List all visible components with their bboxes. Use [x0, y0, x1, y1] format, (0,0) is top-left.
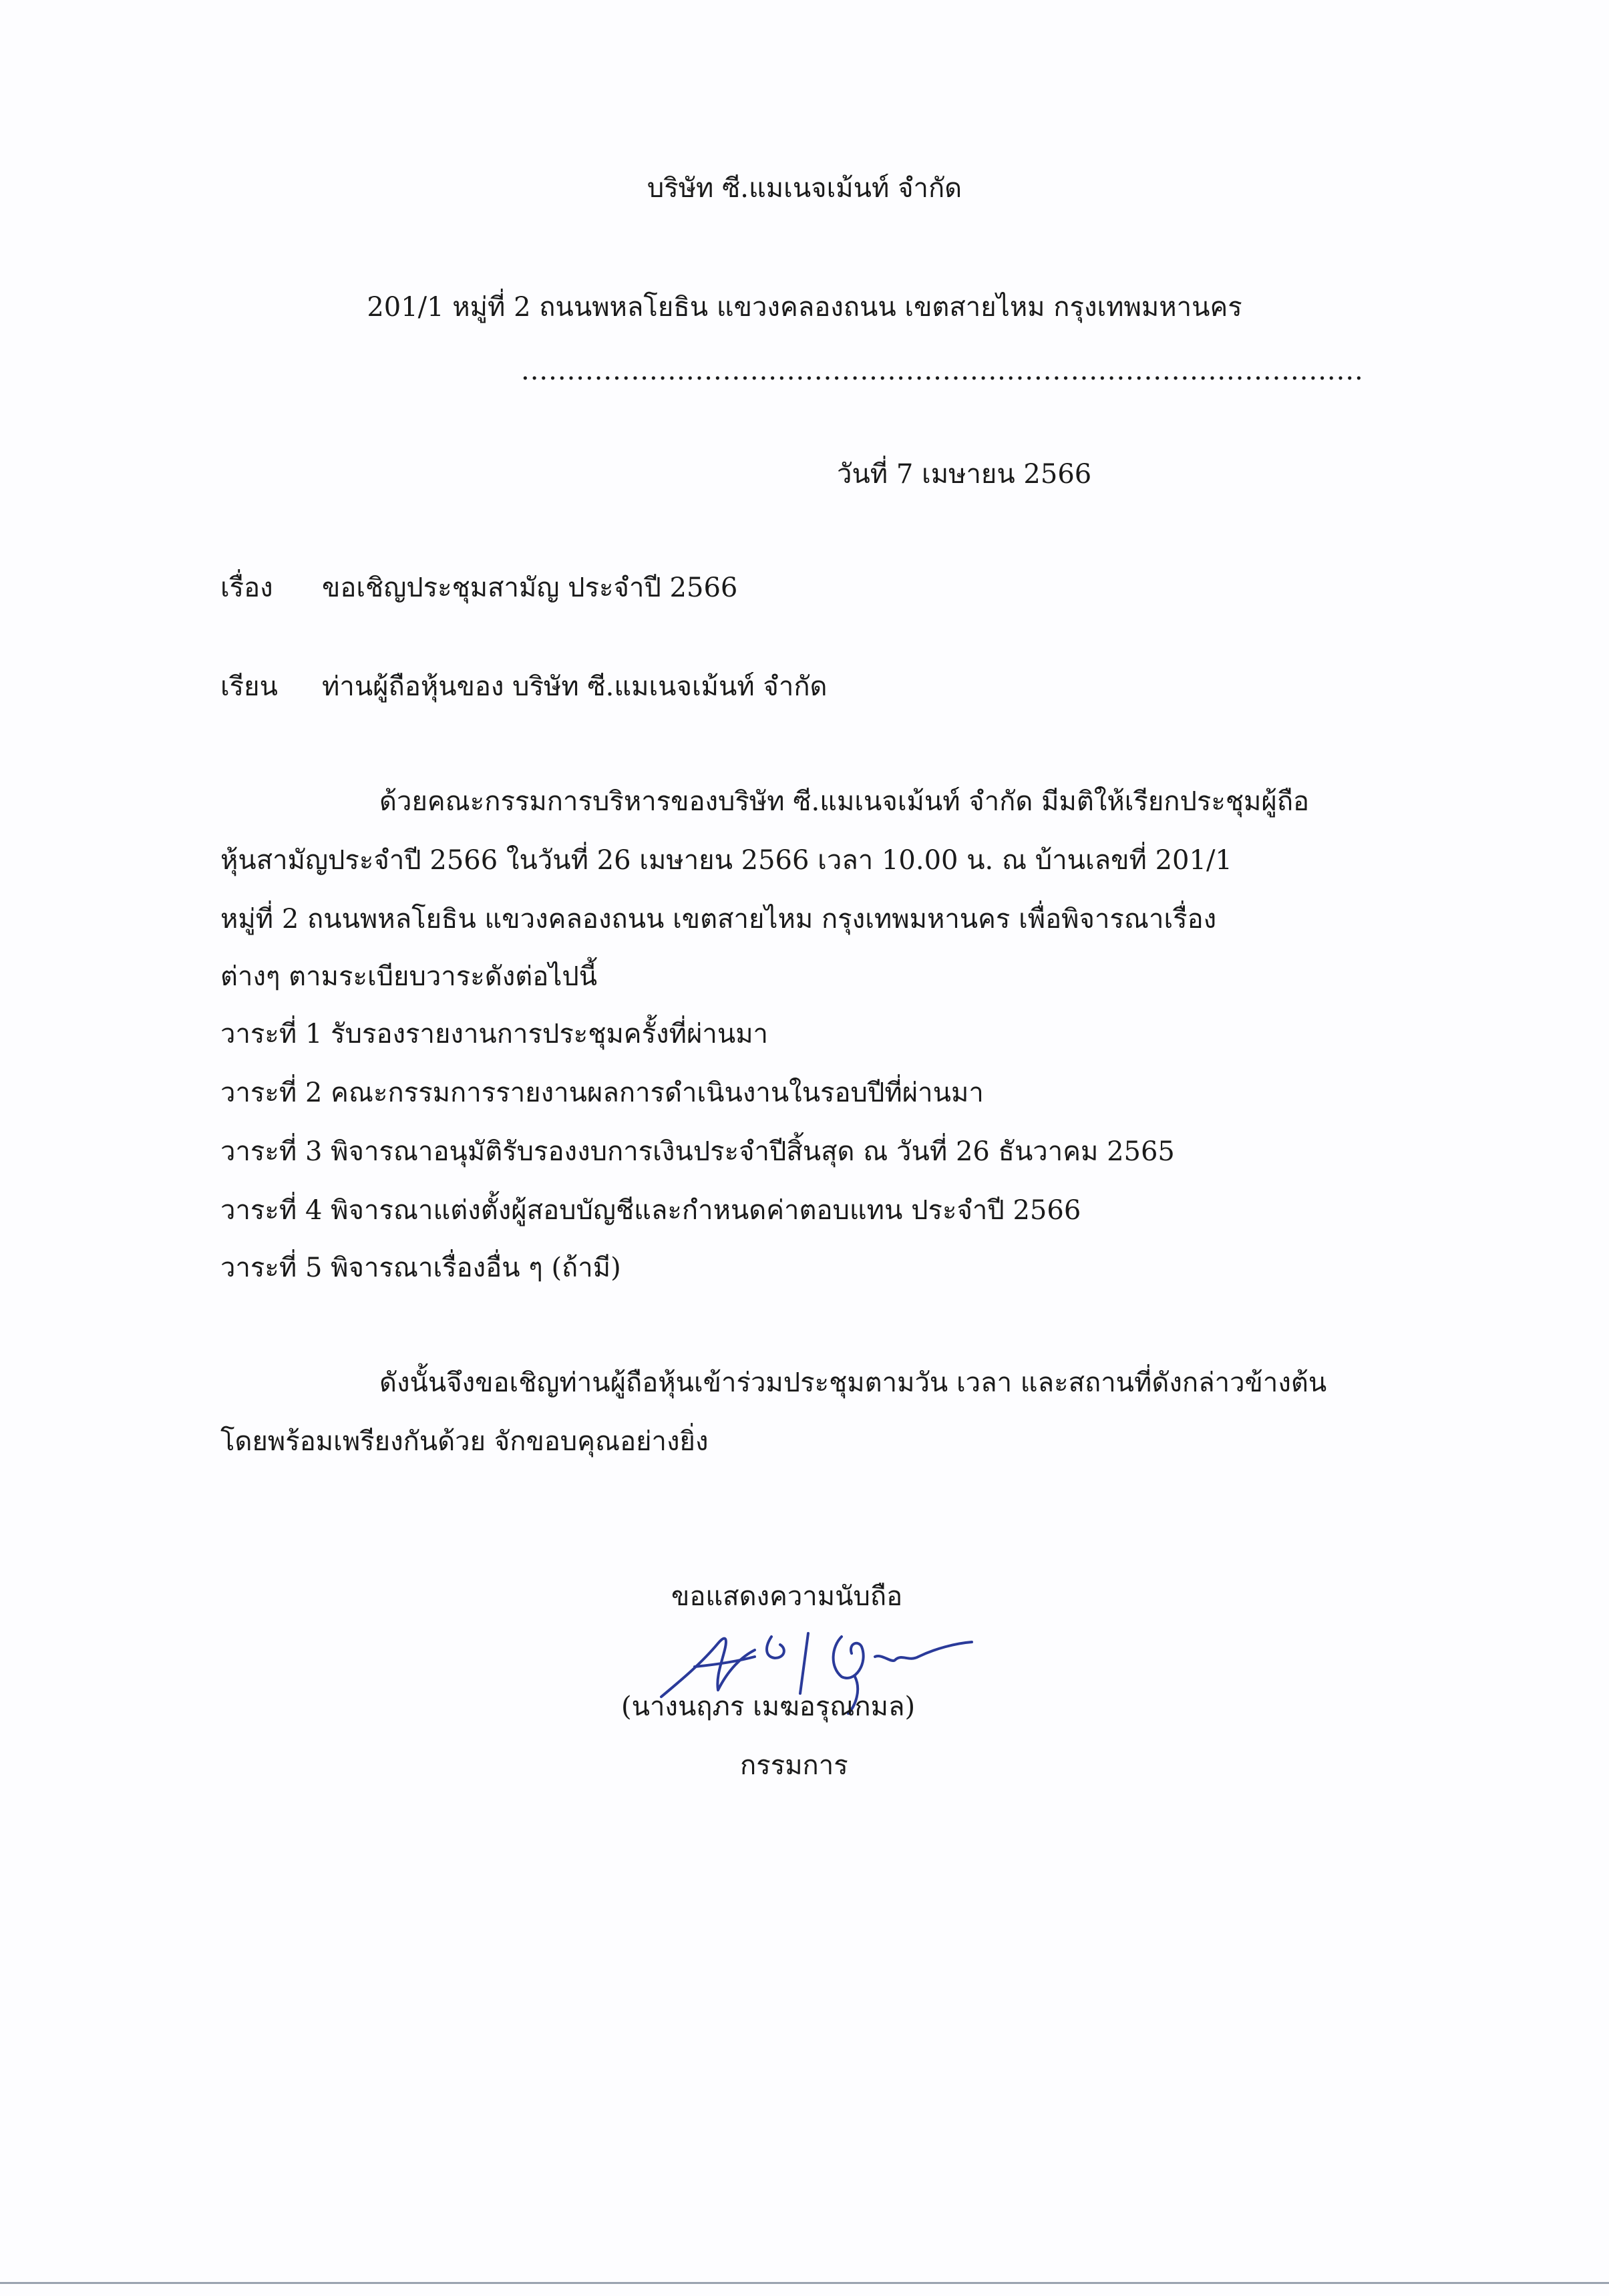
agenda-item-1: วาระที่ 1 รับรองรายงานการประชุมครั้งที่ผ่านมา	[220, 1019, 769, 1049]
agenda-item-5: วาระที่ 5 พิจารณาเรื่องอื่น ๆ (ถ้ามี)	[220, 1253, 621, 1283]
closing-regards: ขอแสดงความนับถือ	[671, 1581, 903, 1612]
paragraph-line: โดยพร้อมเพรียงกันด้วย จักขอบคุณอย่างยิ่ง	[220, 1426, 709, 1457]
dotted-line: ............................................................................................	[521, 355, 1364, 386]
signatory-position: กรรมการ	[740, 1750, 848, 1781]
paragraph-line: ดังนั้นจึงขอเชิญท่านผู้ถือหุ้นเข้าร่วมประชุมตามวัน เวลา และสถานที่ดังกล่าวข้างต้น	[379, 1367, 1327, 1398]
subject-label: เรื่อง	[220, 572, 273, 603]
paragraph-line: ด้วยคณะกรรมการบริหารของบริษัท ซี.แมเนจเม้นท์ จำกัด มีมติให้เรียกประชุมผู้ถือ	[379, 786, 1310, 817]
agenda-item-2: วาระที่ 2 คณะกรรมการรายงานผลการดำเนินงานในรอบปีที่ผ่านมา	[220, 1078, 984, 1108]
paragraph-line: หุ้นสามัญประจำปี 2566 ในวันที่ 26 เมษายน 2566 เวลา 10.00 น. ณ บ้านเลขที่ 201/1	[220, 845, 1232, 876]
agenda-item-3: วาระที่ 3 พิจารณาอนุมัติรับรองงบการเงินประจำปีสิ้นสุด ณ วันที่ 26 ธันวาคม 2565	[220, 1136, 1175, 1167]
company-address: 201/1 หมู่ที่ 2 ถนนพหลโยธิน แขวงคลองถนน เขตสายไหม กรุงเทพมหานคร	[367, 292, 1242, 323]
agenda-item-4: วาระที่ 4 พิจารณาแต่งตั้งผู้สอบบัญชีและกำหนดค่าตอบแทน ประจำปี 2566	[220, 1195, 1081, 1226]
subject-text: ขอเชิญประชุมสามัญ ประจำปี 2566	[322, 572, 738, 603]
signatory-name: (นางนฤภร เมฆอรุณกมล)	[621, 1691, 916, 1722]
page-bottom-edge	[0, 2282, 1609, 2284]
paragraph-line: หมู่ที่ 2 ถนนพหลโยธิน แขวงคลองถนน เขตสายไหม กรุงเทพมหานคร เพื่อพิจารณาเรื่อง	[220, 904, 1217, 935]
recipient-label: เรียน	[220, 671, 278, 702]
document-date: วันที่ 7 เมษายน 2566	[837, 459, 1092, 490]
recipient-text: ท่านผู้ถือหุ้นของ บริษัท ซี.แมเนจเม้นท์ จำกัด	[322, 671, 828, 702]
company-name: บริษัท ซี.แมเนจเม้นท์ จำกัด	[647, 173, 962, 204]
paragraph-line: ต่างๆ ตามระเบียบวาระดังต่อไปนี้	[220, 961, 598, 992]
